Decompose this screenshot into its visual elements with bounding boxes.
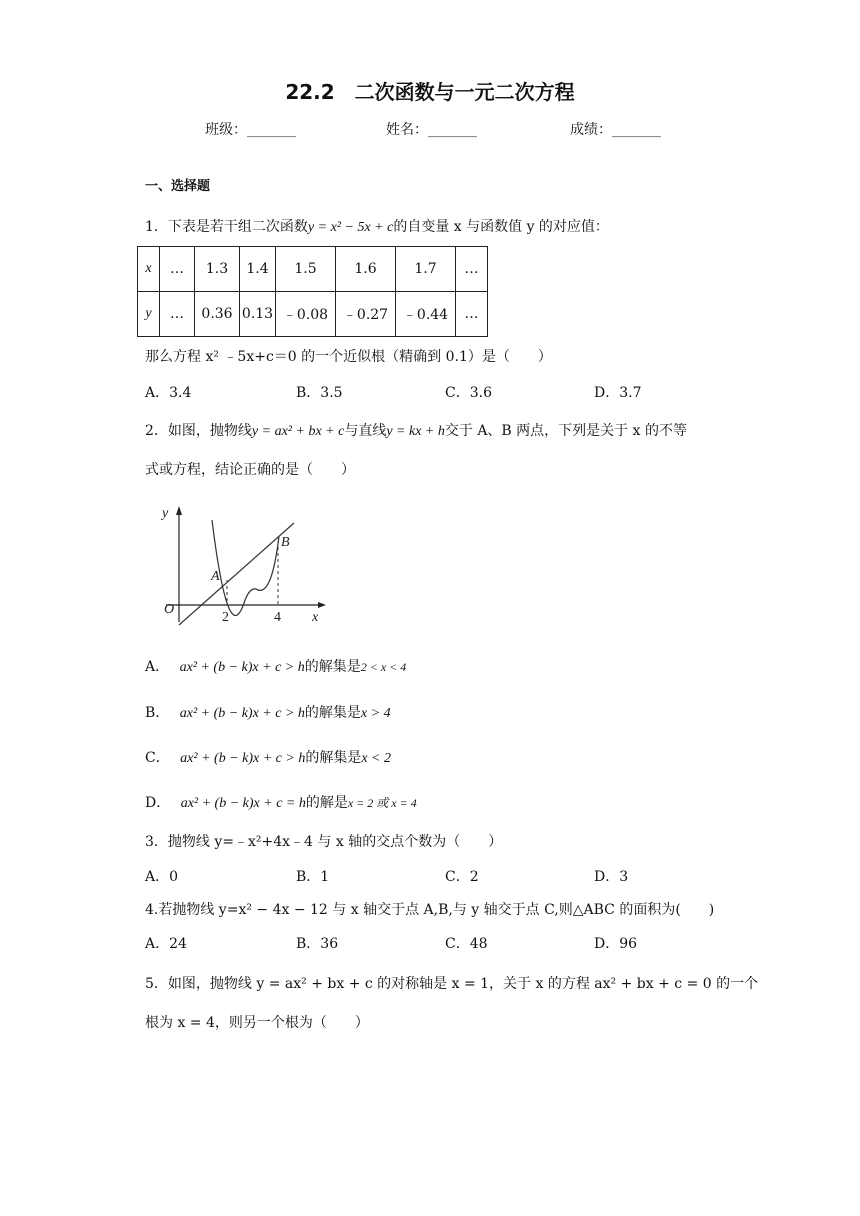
class-field: 班级：_______ (205, 122, 296, 138)
table-row (138, 247, 488, 292)
question-number: 2． (145, 423, 168, 439)
question-4-stem (145, 899, 714, 919)
option-d[interactable]: D．3 (594, 869, 629, 885)
option-letter: D． (145, 795, 171, 811)
question-1-followup: 那么方程 x² ﹣5x+c＝0 的一个近似根（精确到 0.1）是（ ） (145, 349, 552, 365)
option-expression: ax² + (b − k)x + c = h (180, 796, 306, 811)
line-expression: y = kx + h (386, 424, 445, 439)
parabola-expression: y = ax² + bx + c (251, 424, 345, 439)
value-table (137, 246, 488, 337)
y-axis-arrow-icon (176, 506, 182, 515)
table-cell: 1.5 (276, 247, 336, 292)
option-b[interactable]: B．36 (296, 936, 339, 952)
option-c[interactable]: C．2 (445, 869, 479, 885)
question-5-stem-line-2: 根为 x = 4，则另一个根为（ ） (145, 1015, 369, 1031)
option-letter: A． (145, 659, 170, 675)
question-2-option-c[interactable] (145, 747, 391, 767)
option-result: x < 2 (361, 751, 392, 766)
question-2-option-d[interactable] (145, 792, 417, 812)
x-axis-label: x (312, 610, 319, 625)
origin-label: O (164, 602, 175, 617)
x-axis-arrow-icon (318, 602, 326, 608)
question-number: 3． (145, 834, 168, 850)
point-b-label: B (281, 535, 290, 550)
table-cell: … (160, 247, 195, 292)
stem-text: 交于 A、B 两点，下列是关于 x 的不等 (444, 423, 687, 439)
tick-label-4: 4 (274, 610, 281, 625)
section-heading: 一、选择题 (145, 179, 211, 194)
tick-label-2: 2 (222, 610, 229, 625)
question-5-stem-line-1 (145, 973, 758, 993)
stem-text: 与直线 (344, 423, 387, 439)
stem-text: 的自变量 x 与函数值 y 的对应值： (393, 219, 609, 235)
option-d[interactable]: D．3.7 (594, 385, 642, 401)
table-row (138, 292, 488, 337)
option-letter: B． (145, 705, 170, 721)
table-cell: 1.6 (336, 247, 396, 292)
parabola-curve (212, 520, 279, 615)
page-title: 22.2 二次函数与一元二次方程 (285, 80, 575, 104)
question-2-option-b[interactable] (145, 702, 391, 722)
question-2-stem-line-2: 式或方程，结论正确的是（ ） (145, 462, 355, 478)
point-a-label: A (211, 569, 220, 584)
option-a[interactable]: A．3.4 (145, 385, 192, 401)
function-expression: y = x² − 5x + c (307, 220, 394, 235)
option-c[interactable]: C．48 (445, 936, 488, 952)
table-cell: ﹣0.08 (276, 292, 336, 337)
option-expression: ax² + (b − k)x + c > h (179, 706, 305, 721)
stem-text: 抛物线 y=﹣x²+4x﹣4 与 x 轴的交点个数为（ ） (167, 834, 503, 850)
y-axis-label: y (162, 506, 169, 521)
option-result: x > 4 (360, 706, 391, 721)
table-cell: 1.7 (396, 247, 456, 292)
option-b[interactable]: B．1 (296, 869, 330, 885)
stem-text: 如图，抛物线 y = ax² + bx + c 的对称轴是 x = 1，关于 x 的方程 ax² + bx + c = 0 的一个 (167, 976, 759, 992)
option-text: 的解集是 (304, 705, 361, 721)
table-cell: y (138, 292, 160, 337)
stem-text: 若抛物线 y=x² − 4x − 12 与 x 轴交于点 A,B,与 y 轴交于点 C,则△ABC 的面积为( ) (158, 902, 715, 918)
option-result: 2 < x < 4 (360, 660, 407, 674)
stem-text: 下表是若干组二次函数 (167, 219, 308, 235)
option-text: 的解是 (305, 795, 348, 811)
option-text: 的解集是 (305, 750, 362, 766)
question-number: 4. (145, 902, 159, 918)
table-cell: ﹣0.44 (396, 292, 456, 337)
table-cell: … (456, 292, 488, 337)
option-text: 的解集是 (304, 659, 361, 675)
score-field: 成绩：_______ (570, 122, 661, 138)
question-2-option-a[interactable] (145, 656, 406, 676)
table-cell: 0.36 (195, 292, 240, 337)
option-result: x = 2 或 x = 4 (347, 796, 417, 810)
name-field: 姓名：_______ (386, 122, 477, 138)
table-cell: … (160, 292, 195, 337)
table-cell: 1.4 (240, 247, 276, 292)
table-cell: 1.3 (195, 247, 240, 292)
question-1-stem (145, 216, 609, 236)
option-expression: ax² + (b − k)x + c > h (179, 660, 305, 675)
stem-text: 如图，抛物线 (167, 423, 252, 439)
option-b[interactable]: B．3.5 (296, 385, 343, 401)
question-number: 1． (145, 219, 168, 235)
option-d[interactable]: D．96 (594, 936, 638, 952)
table-cell: x (138, 247, 160, 292)
parabola-line-figure (150, 500, 340, 635)
table-cell: 0.13 (240, 292, 276, 337)
table-cell: ﹣0.27 (336, 292, 396, 337)
option-c[interactable]: C．3.6 (445, 385, 492, 401)
option-a[interactable]: A．24 (145, 936, 187, 952)
question-3-stem (145, 831, 502, 851)
question-2-stem-line-1 (145, 420, 687, 440)
option-letter: C． (145, 750, 170, 766)
option-a[interactable]: A．0 (145, 869, 179, 885)
question-number: 5． (145, 976, 168, 992)
option-expression: ax² + (b − k)x + c > h (180, 751, 306, 766)
table-cell: … (456, 247, 488, 292)
